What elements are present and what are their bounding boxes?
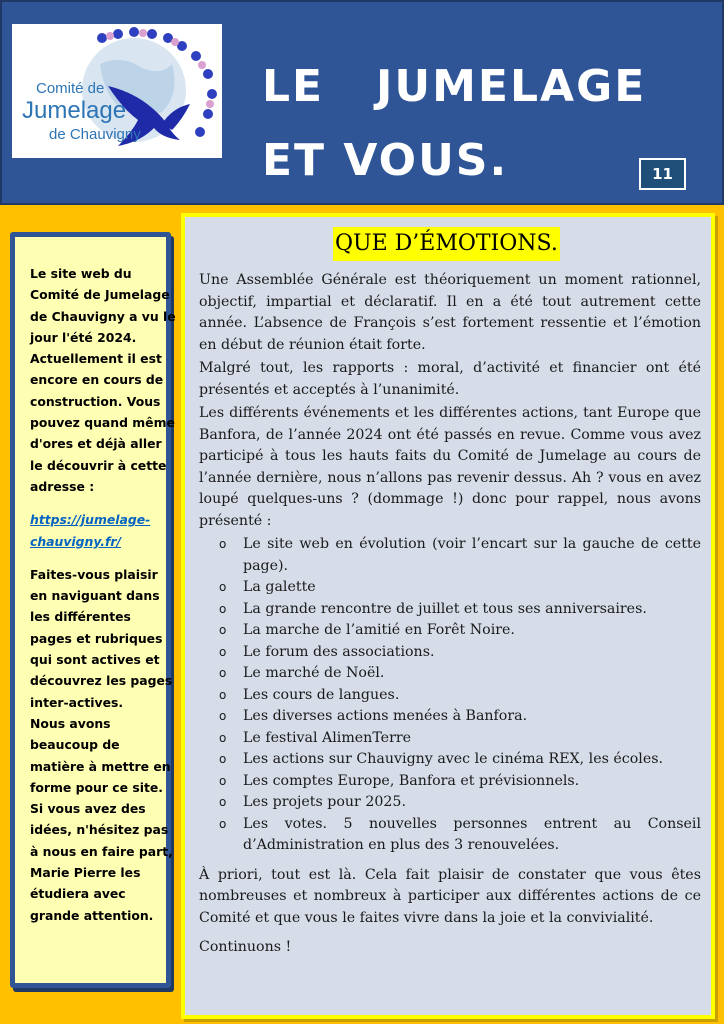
header-banner	[0, 0, 724, 205]
hollow-bullet-icon: o	[219, 773, 227, 788]
article-panel	[181, 213, 715, 1019]
hollow-bullet-icon: o	[219, 795, 227, 809]
article-paragraph: Une Assemblée Générale est théoriquement un moment rationnel, objectif, impartial et déclaratif. Il en a été tout autrement cette année. L’absence de François s’est fortement ressentie et l’émotion en début de réunion était forte.	[199, 272, 701, 353]
sidebar-paragraph-ideas: Nous avons beaucoup de matière à mettre en forme pour ce site. Si vous avez des idées, n'hésitez pas à nous en faire part, Marie Pierre les étudiera avec grande attention.	[30, 715, 173, 923]
sidebar-paragraph-intro: Le site web du Comité de Jumelage de Chauvigny a vu le jour l'été 2024. Actuellement il est encore en cours de construction. Vous pouvez quand même d'ores et déjà aller le découvrir à cette adresse :	[30, 266, 176, 494]
list-item: o La galette	[199, 577, 701, 599]
page-title-line-1: LE JUMELAGE	[262, 61, 647, 112]
sidebar-paragraph-navigate: Faites-vous plaisir en naviguant dans les différentes pages et rubriques qui sont actives et découvrez les pages inter-actives.	[30, 566, 173, 710]
logo-text-jumelage: Jumelage	[22, 97, 127, 124]
list-item: o Les projets pour 2025.	[199, 792, 701, 814]
page-title	[262, 50, 692, 198]
list-item: o La grande rencontre de juillet et tous ses anniversaires.	[199, 599, 701, 621]
hollow-bullet-icon: o	[219, 730, 227, 745]
presented-items-list	[199, 534, 701, 857]
article-body	[199, 270, 701, 961]
logo-text-chauvigny: de Chauvigny	[49, 126, 141, 143]
hollow-bullet-icon: o	[219, 816, 227, 831]
article-title: QUE D’ÉMOTIONS.	[333, 227, 560, 261]
list-item: o Les actions sur Chauvigny avec le cinéma REX, les écoles.	[199, 749, 701, 771]
hollow-bullet-icon: o	[219, 752, 227, 766]
list-item: o Le marché de Noël.	[199, 663, 701, 685]
website-link[interactable]: https://jumelage-chauvigny.fr/	[30, 512, 151, 549]
page-title-line-2: ET VOUS.	[262, 135, 509, 186]
logo-text-comite: Comité de	[36, 80, 105, 97]
list-item: o Le festival AlimenTerre	[199, 728, 701, 750]
closing-paragraph: À priori, tout est là. Cela fait plaisir de constater que vous êtes nombreuses et nombreux à participer aux différentes actions de ce Comité et que vous le faites vivre dans la joie et la convivialité.	[199, 866, 701, 926]
list-item: o Le forum des associations.	[199, 642, 701, 664]
article-paragraph: Les différents événements et les différentes actions, tant Europe que Banfora, de l’année 2024 ont été passés en revue. Comme vous avez participé à tous les hauts faits du Comité de Jumelage au cours de l’année dernière, nous n’allons pas revenir dessus. Ah ? vous en avez loupé quelques-uns ? (dommage !) donc pour rappel, nous avons présenté :	[199, 405, 701, 529]
list-item: o Les votes. 5 nouvelles personnes entrent au Conseil d’Administration en plus des 3 renouvelées.	[219, 815, 701, 853]
page-number-badge: 11	[639, 158, 686, 190]
list-item: o La marche de l’amitié en Forêt Noire.	[199, 620, 701, 642]
list-item: o Les diverses actions menées à Banfora.	[199, 706, 701, 728]
hollow-bullet-icon: o	[219, 709, 227, 723]
hollow-bullet-icon: o	[219, 644, 227, 659]
committee-logo	[12, 24, 222, 158]
hollow-bullet-icon: o	[219, 580, 227, 594]
hollow-bullet-icon: o	[219, 537, 227, 551]
signoff-text: Continuons !	[199, 939, 292, 955]
hollow-bullet-icon: o	[219, 601, 227, 616]
list-item: o Le site web en évolution (voir l’encart sur la gauche de cette page).	[219, 536, 701, 574]
hollow-bullet-icon: o	[219, 687, 227, 702]
article-paragraph: Malgré tout, les rapports : moral, d’activité et financier ont été présentés et acceptés à l’unanimité.	[199, 360, 701, 398]
hollow-bullet-icon: o	[219, 623, 227, 637]
sidebar-content	[30, 263, 176, 926]
list-item: o Les cours de langues.	[199, 685, 701, 707]
hollow-bullet-icon: o	[219, 666, 227, 680]
list-item: o Les comptes Europe, Banfora et prévisionnels.	[199, 771, 701, 793]
website-info-sidebar	[10, 232, 176, 988]
